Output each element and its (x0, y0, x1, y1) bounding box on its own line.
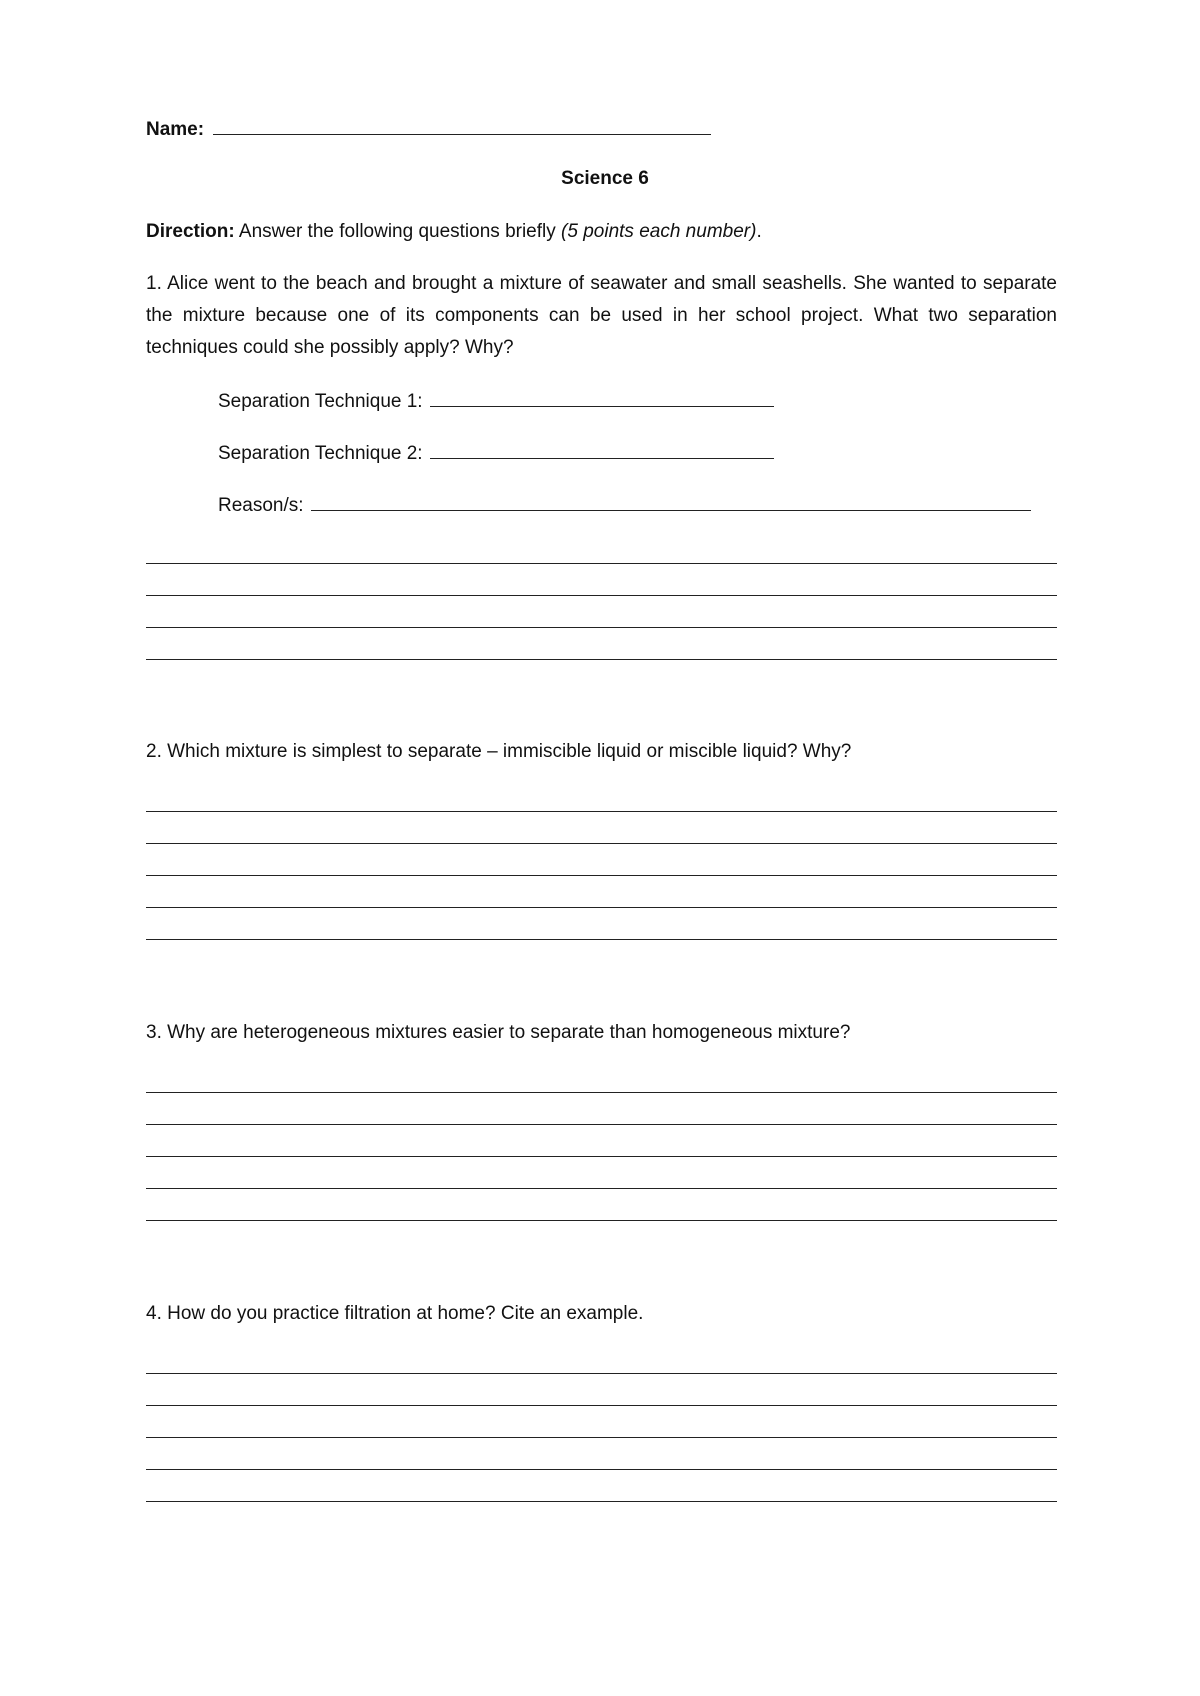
question-2-text: 2. Which mixture is simplest to separate – immiscible liquid or miscible liquid? Why? (146, 741, 852, 762)
technique-1-blank[interactable] (430, 388, 774, 407)
answer-line[interactable] (146, 1373, 1057, 1374)
answer-line[interactable] (146, 907, 1057, 908)
direction-end: . (756, 221, 762, 242)
direction-points: (5 points each number) (561, 221, 757, 242)
answer-line[interactable] (146, 939, 1057, 940)
question-4-text: 4. How do you practice filtration at home? Cite an example. (146, 1303, 644, 1324)
direction (146, 220, 762, 244)
answer-line[interactable] (146, 1124, 1057, 1125)
answer-line[interactable] (146, 1437, 1057, 1438)
question-3-text: 3. Why are heterogeneous mixtures easier to separate than homogeneous mixture? (146, 1022, 851, 1043)
answer-line[interactable] (146, 1220, 1057, 1221)
answer-line[interactable] (146, 1156, 1057, 1157)
name-row (146, 116, 711, 142)
page-title: Science 6 (561, 168, 649, 189)
field-label: Reason/s: (218, 495, 304, 516)
answer-line[interactable] (146, 1469, 1057, 1470)
answer-line[interactable] (146, 811, 1057, 812)
answer-line[interactable] (146, 1405, 1057, 1406)
direction-label: Direction: (146, 221, 235, 242)
question-1-text: 1. Alice went to the beach and brought a mixture of seawater and small seashells. She wanted to separate the mixture because one of its components can be used in her school project. What two separation techniques could she possibly apply? Why? (146, 273, 1057, 358)
name-label: Name: (146, 119, 205, 140)
direction-text: Answer the following questions briefly (238, 221, 556, 242)
answer-line[interactable] (146, 1092, 1057, 1093)
field-label: Separation Technique 1: (218, 391, 423, 412)
answer-line[interactable] (146, 659, 1057, 660)
field-label: Separation Technique 2: (218, 443, 423, 464)
technique-2-blank[interactable] (430, 440, 774, 459)
reason-blank[interactable] (311, 492, 1031, 511)
question-1-field-1 (218, 388, 774, 414)
answer-line[interactable] (146, 1188, 1057, 1189)
answer-line[interactable] (146, 1501, 1057, 1502)
answer-line[interactable] (146, 563, 1057, 564)
question-1-field-2 (218, 440, 774, 466)
answer-line[interactable] (146, 627, 1057, 628)
answer-line[interactable] (146, 843, 1057, 844)
answer-line[interactable] (146, 595, 1057, 596)
answer-line[interactable] (146, 875, 1057, 876)
question-1-field-3 (218, 492, 1031, 518)
name-blank[interactable] (213, 116, 711, 135)
